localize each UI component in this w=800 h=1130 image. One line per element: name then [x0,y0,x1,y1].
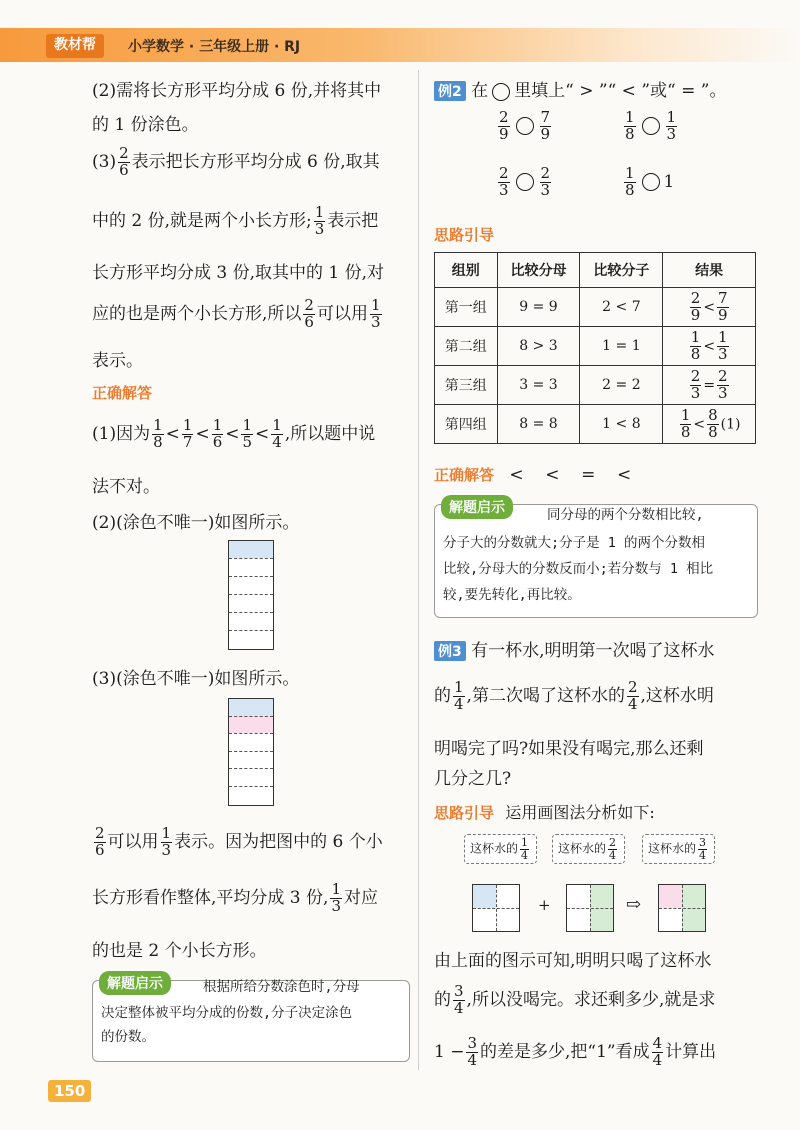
p2-line1: (2)需将长方形平均分成 6 份,并将其中 [92,81,382,101]
fraction-1-3: $\frac{1}{3}$ [314,203,325,238]
r-line1: 由上面的图示可知,明明只喝了这杯水 [434,951,712,971]
ex2-heading: 例2 在 里填上“ > ”“ < ”或“ = ”。 [434,76,726,101]
a1-line2: 法不对。 [92,477,160,497]
page-number: 150 [48,1080,91,1102]
header-gradient [0,28,800,62]
c-line1: $\frac{2}{6}$ 可以用 $\frac{1}{3}$ 表示。因为把图中的 6 个小 [95,824,383,859]
p3-line1: (3) $\frac{2}{6}$ 表示把长方形平均分成 6 份,取其 [92,144,380,179]
p3-line3: 长方形平均分成 3 份,取其中的 1 份,对 [92,263,385,283]
hint-label-left: 解题启示 [99,971,171,995]
label-box-3: 这杯水的 $\frac{3}{4}$ [642,834,715,864]
hint-box-left: 解题启示 根据所给分数涂色时,分母 决定整体被平均分成的份数,分子决定涂色 的份数。 [92,980,410,1062]
ex3-line4: 几分之几? [434,769,512,789]
p3-line5: 表示。 [92,351,143,371]
a2-text: (2)(涂色不唯一)如图所示。 [92,513,300,533]
plus-sign: + [538,896,551,914]
blank-circle-icon [642,117,660,135]
label-box-1: 这杯水的 $\frac{1}{4}$ [464,834,537,864]
p3-line2: 中的 2 份,就是两个小长方形; $\frac{1}{3}$ 表示把 [92,203,379,238]
a3-text: (3)(涂色不唯一)如图所示。 [92,669,300,689]
strip-diagram-3 [228,698,274,806]
label-box-2: 这杯水的 $\frac{2}{4}$ [552,834,625,864]
square-quarter-1 [472,884,520,932]
a1-line1: (1)因为 $\frac{1}{8}$ < $\frac{1}{7}$ < $\frac{1}{6}$ < $\frac{1}{5}$ < $\frac{1}{4}$ ,所以题中说 [92,416,376,451]
fraction-2-6: $\frac{2}{6}$ [119,144,129,179]
column-divider [418,70,419,1070]
answer-title-left: 正确解答 [92,384,153,402]
r-line2: 的 $\frac{3}{4}$ ,所以没喝完。求还剩多少,就是求 [434,982,716,1017]
square-half [566,884,614,932]
think2-line: 思路引导 运用画图法分析如下: [434,803,655,822]
c-line3: 的也是 2 个小长方形。 [92,941,267,961]
ex2-item2: $\frac{1}{8}$ $\frac{1}{3}$ [625,108,677,143]
square-three-quarters [658,884,706,932]
ex2-item1: $\frac{2}{9}$ $\frac{7}{9}$ [499,108,551,143]
r-line3: 1 − $\frac{3}{4}$ 的差是多少,把“1”看成 $\frac{4}{4}$ 计算出 [434,1034,717,1069]
ex2-tag: 例2 [434,81,466,101]
table-row: 第四组 8 = 8 1 < 8 $\frac{1}{8}$ < $\frac{8}{8}$ (1) [435,405,756,444]
ex3-line3: 明喝完了吗?如果没有喝完,那么还剩 [434,739,704,759]
strip-diagram-2 [228,540,274,650]
blank-circle-icon [492,83,510,101]
blank-circle-icon [516,117,534,135]
header-title: 小学数学 · 三年级上册 · RJ [128,39,301,55]
table-row: 第二组 8 > 3 1 = 1 $\frac{1}{8}$ < $\frac{1}{3}$ [435,327,756,366]
arrow-right-icon: ⇨ [626,894,642,915]
table-header-row: 组别 比较分母 比较分子 结果 [435,253,756,288]
table-row: 第一组 9 = 9 2 < 7 $\frac{2}{9}$ < $\frac{7}{9}$ [435,288,756,327]
ex3-tag: 例3 [434,641,466,661]
c-line2: 长方形看作整体,平均分成 3 份, $\frac{1}{3}$ 对应 [92,880,378,915]
header-logo: 教材帮 [46,34,104,58]
table-row: 第三组 3 = 3 2 = 2 $\frac{2}{3}$ = $\frac{2}{3}$ [435,366,756,405]
header-bar [0,0,800,62]
answer-line-right: 正确解答 < < = < [434,465,632,485]
comparison-table [434,252,756,444]
p2-line2: 的 1 份涂色。 [92,115,199,135]
p3-line4: 应的也是两个小长方形,所以 $\frac{2}{6}$ 可以用 $\frac{1}{3}$ [92,296,381,331]
ex3-line1: 例3 有一杯水,明明第一次喝了这杯水 [434,636,715,661]
blank-circle-icon [516,173,534,191]
ex2-item3: $\frac{2}{3}$ $\frac{2}{3}$ [499,164,551,199]
blank-circle-icon [642,173,660,191]
hint-box-right: 解题启示 同分母的两个分数相比较, 分子大的分数就大;分子是 1 的两个分数相 比较,分母大的分数反而小;若分数与 1 相比 较,要先转化,再比较。 [434,504,758,618]
think-title: 思路引导 [434,226,495,244]
ex3-line2: 的 $\frac{1}{4}$ ,第二次喝了这杯水的 $\frac{2}{4}$ ,这杯水明 [434,678,714,713]
hint-label-right: 解题启示 [441,495,513,519]
ex2-item4: $\frac{1}{8}$ 1 [625,164,675,199]
